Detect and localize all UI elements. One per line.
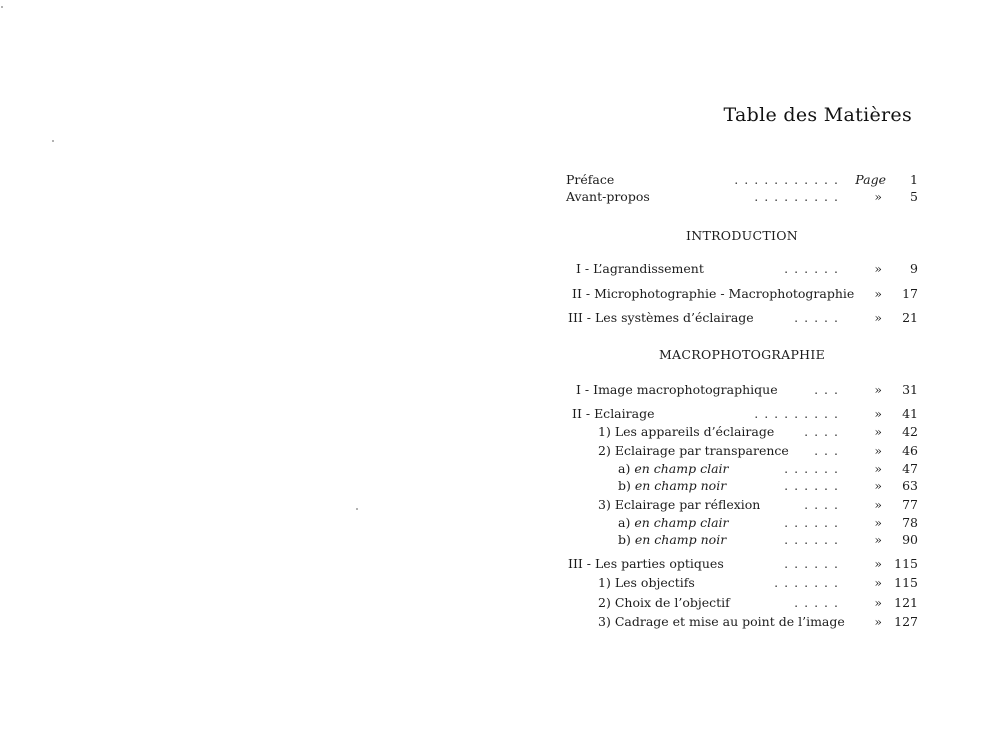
page-number: 17: [902, 286, 918, 301]
entry-title: Microphotographie - Macrophotographie: [594, 286, 855, 301]
entry-title: Choix de l’objectif: [614, 595, 730, 610]
toc-entry-avant-propos: [566, 189, 918, 205]
entry-title: Les appareils d’éclairage: [614, 424, 775, 439]
dot-leader: ....: [804, 497, 844, 512]
ditto-mark: »: [874, 556, 882, 571]
toc-entry: [566, 595, 918, 611]
toc-entry: [566, 532, 918, 548]
entry-label: Préface: [566, 172, 615, 187]
entry-number: I -: [576, 382, 590, 397]
entry-label: [598, 595, 730, 611]
dot-leader: .....: [794, 310, 844, 325]
page-number: 77: [902, 497, 918, 512]
ditto-mark: »: [874, 189, 882, 204]
entry-label: [572, 406, 654, 422]
entry-label: Avant-propos: [566, 189, 650, 204]
ditto-mark: »: [874, 261, 882, 276]
ditto-mark: »: [874, 310, 882, 325]
page-number: 42: [902, 424, 918, 439]
dot-leader: ......: [784, 261, 844, 276]
entry-title: Les parties optiques: [595, 556, 724, 571]
page-word: Page: [855, 172, 886, 187]
page-number: 21: [902, 310, 918, 325]
toc-entry: [566, 261, 918, 277]
entry-title: Les systèmes d’éclairage: [595, 310, 754, 325]
page-number: 127: [894, 614, 918, 629]
entry-label: [618, 461, 729, 477]
section-heading-introduction: INTRODUCTION: [685, 228, 799, 243]
entry-number: 2): [598, 595, 611, 610]
dot-leader: ...: [814, 382, 844, 397]
entry-number: III -: [568, 556, 592, 571]
entry-number: I -: [576, 261, 590, 276]
page-number: 1: [910, 172, 918, 187]
ditto-mark: »: [874, 478, 882, 493]
entry-title: Eclairage: [594, 406, 655, 421]
toc-entry: [566, 515, 918, 531]
entry-title: L’agrandissement: [593, 261, 704, 276]
toc-entry: [566, 443, 918, 459]
entry-label: [576, 261, 704, 277]
page-number: 115: [894, 575, 918, 590]
ditto-mark: »: [874, 532, 882, 547]
entry-label: [618, 478, 726, 494]
entry-number: b): [618, 478, 631, 493]
paper-speck: [1, 6, 3, 8]
dot-leader: ......: [784, 515, 844, 530]
toc-entry: [566, 575, 918, 591]
entry-label: [598, 575, 695, 591]
page-number: 78: [902, 515, 918, 530]
toc-entry: [566, 556, 918, 572]
toc-title: Table des Matières: [723, 104, 912, 126]
ditto-mark: »: [874, 424, 882, 439]
page-number: 5: [910, 189, 918, 204]
entry-label: [598, 443, 789, 459]
entry-number: 1): [598, 575, 611, 590]
ditto-mark: »: [874, 461, 882, 476]
toc-entry: [566, 614, 918, 630]
page-number: 115: [894, 556, 918, 571]
entry-label: [618, 515, 729, 531]
dot-leader: ......: [784, 532, 844, 547]
ditto-mark: »: [874, 575, 882, 590]
page-number: 9: [910, 261, 918, 276]
entry-label: [576, 382, 778, 398]
entry-number: II -: [572, 406, 591, 421]
ditto-mark: »: [874, 595, 882, 610]
table-of-contents: [566, 0, 918, 729]
ditto-mark: »: [874, 382, 882, 397]
paper-speck: [52, 140, 54, 142]
ditto-mark: »: [874, 443, 882, 458]
entry-label: [598, 424, 774, 440]
entry-number: 3): [598, 614, 611, 629]
entry-number: b): [618, 532, 631, 547]
toc-entry: [566, 406, 918, 422]
toc-entry: [566, 310, 918, 326]
toc-entry: [566, 497, 918, 513]
paper-speck: [356, 508, 358, 510]
page-number: 46: [902, 443, 918, 458]
entry-title: Eclairage par réflexion: [614, 497, 761, 512]
entry-title: en champ noir: [634, 478, 727, 493]
toc-entry: [566, 382, 918, 398]
toc-entry: [566, 461, 918, 477]
ditto-mark: »: [874, 286, 882, 301]
entry-title: en champ clair: [634, 461, 729, 476]
entry-number: a): [618, 515, 631, 530]
entry-number: 3): [598, 497, 611, 512]
dot-leader: .........: [754, 406, 844, 421]
entry-title: Les objectifs: [614, 575, 695, 590]
dot-leader: ......: [784, 478, 844, 493]
dot-leader: ......: [784, 461, 844, 476]
entry-title: en champ clair: [634, 515, 729, 530]
entry-number: III -: [568, 310, 592, 325]
entry-title: Eclairage par transparence: [614, 443, 789, 458]
page-number: 31: [902, 382, 918, 397]
entry-number: 1): [598, 424, 611, 439]
dot-leader: .........: [754, 189, 844, 204]
entry-number: 2): [598, 443, 611, 458]
toc-entry: [566, 286, 918, 302]
dot-leader: ...........: [734, 172, 844, 187]
page-number: 90: [902, 532, 918, 547]
page-number: 41: [902, 406, 918, 421]
entry-label: [572, 286, 854, 302]
page-number: 63: [902, 478, 918, 493]
toc-entry: [566, 424, 918, 440]
ditto-mark: »: [874, 614, 882, 629]
toc-entry: [566, 478, 918, 494]
entry-label: [598, 497, 760, 513]
page-number: 121: [894, 595, 918, 610]
dot-leader: ....: [804, 424, 844, 439]
section-heading-macrophotographie: MACROPHOTOGRAPHIE: [658, 347, 826, 362]
dot-leader: .....: [794, 595, 844, 610]
entry-title: Cadrage et mise au point de l’image: [614, 614, 845, 629]
dot-leader: ...: [814, 443, 844, 458]
entry-label: [568, 556, 724, 572]
ditto-mark: »: [874, 515, 882, 530]
entry-label: [618, 532, 726, 548]
entry-label: [568, 310, 754, 326]
entry-number: a): [618, 461, 631, 476]
dot-leader: ......: [784, 556, 844, 571]
toc-entry-preface: [566, 172, 918, 188]
entry-number: II -: [572, 286, 591, 301]
page-number: 47: [902, 461, 918, 476]
entry-title: Image macrophotographique: [593, 382, 778, 397]
ditto-mark: »: [874, 406, 882, 421]
ditto-mark: »: [874, 497, 882, 512]
entry-label: [598, 614, 845, 630]
entry-title: en champ noir: [634, 532, 727, 547]
dot-leader: .......: [774, 575, 844, 590]
